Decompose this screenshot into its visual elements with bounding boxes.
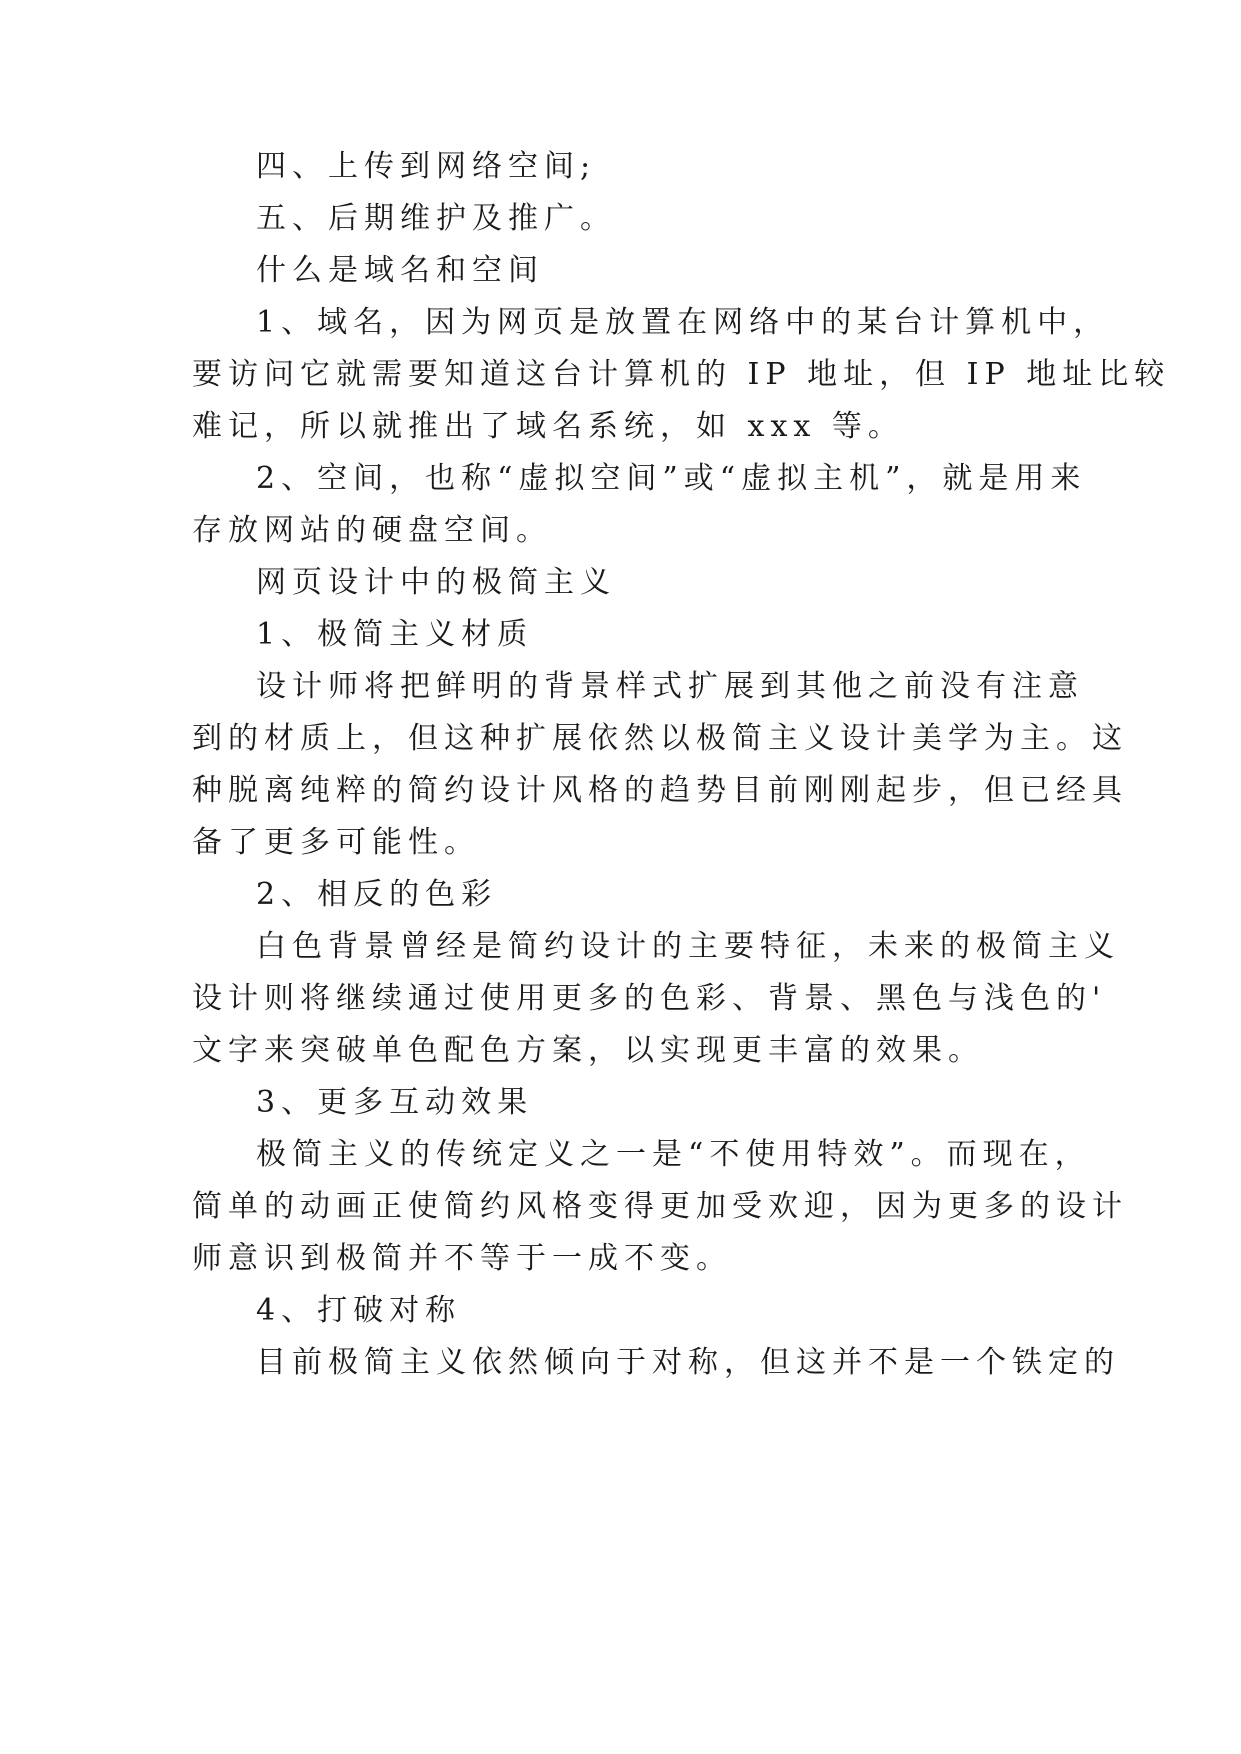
paragraph-line: 目前极简主义依然倾向于对称，但这并不是一个铁定的 bbox=[256, 1345, 1120, 1380]
paragraph-line: 四、上传到网络空间; bbox=[256, 149, 597, 184]
paragraph-line: 设计师将把鲜明的背景样式扩展到其他之前没有注意 bbox=[256, 669, 1084, 704]
paragraph-line: 要访问它就需要知道这台计算机的 IP 地址，但 IP 地址比较 bbox=[192, 357, 1171, 392]
paragraph-line: 2、空间，也称“虚拟空间”或“虚拟主机”，就是用来 bbox=[256, 461, 1087, 496]
paragraph-line: 难记，所以就推出了域名系统，如 xxx 等。 bbox=[192, 409, 904, 444]
paragraph-line: 到的材质上，但这种扩展依然以极简主义设计美学为主。这 bbox=[192, 721, 1128, 756]
paragraph-line: 白色背景曾经是简约设计的主要特征，未来的极简主义 bbox=[256, 929, 1120, 964]
paragraph-line: 师意识到极简并不等于一成不变。 bbox=[192, 1241, 732, 1276]
paragraph-line: 1、域名，因为网页是放置在网络中的某台计算机中， bbox=[256, 305, 1110, 340]
paragraph-line: 五、后期维护及推广。 bbox=[256, 201, 616, 236]
paragraph-line: 文字来突破单色配色方案，以实现更丰富的效果。 bbox=[192, 1033, 984, 1068]
subsection-heading: 1、极简主义材质 bbox=[256, 617, 534, 652]
subsection-heading: 2、相反的色彩 bbox=[256, 877, 498, 912]
paragraph-line: 备了更多可能性。 bbox=[192, 825, 480, 860]
paragraph-line: 种脱离纯粹的简约设计风格的趋势目前刚刚起步，但已经具 bbox=[192, 773, 1128, 808]
section-heading: 什么是域名和空间 bbox=[256, 253, 544, 288]
subsection-heading: 4、打破对称 bbox=[256, 1293, 462, 1328]
paragraph-line: 存放网站的硬盘空间。 bbox=[192, 513, 552, 548]
section-heading: 网页设计中的极简主义 bbox=[256, 565, 616, 600]
paragraph-line: 设计则将继续通过使用更多的色彩、背景、黑色与浅色的' bbox=[192, 981, 1107, 1016]
paragraph-line: 简单的动画正使简约风格变得更加受欢迎，因为更多的设计 bbox=[192, 1189, 1128, 1224]
paragraph-line: 极简主义的传统定义之一是“不使用特效”。而现在， bbox=[256, 1137, 1091, 1172]
subsection-heading: 3、更多互动效果 bbox=[256, 1085, 534, 1120]
